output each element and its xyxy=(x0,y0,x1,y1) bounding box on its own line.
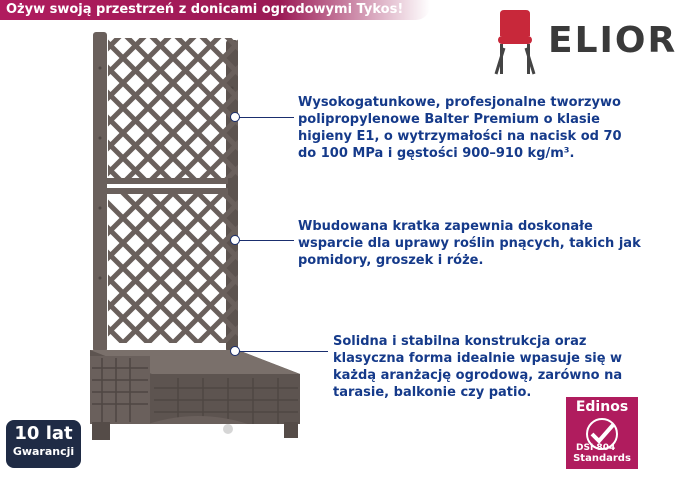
connector-line-1 xyxy=(236,117,294,118)
certificate-badge xyxy=(566,397,638,469)
warranty-badge xyxy=(6,420,81,468)
feature-trellis: Wbudowana kratka zapewnia doskonałe wsparcie dla uprawy roślin pnących, takich jak pomidory, groszek i róże. xyxy=(298,219,641,268)
product-image xyxy=(88,28,313,448)
brand-name: ELIOR xyxy=(548,20,677,61)
connector-line-3 xyxy=(236,351,328,352)
warranty-years: 10 lat xyxy=(14,423,73,444)
feature-material: Wysokogatunkowe, profesjonalne tworzywo polipropylenowe Balter Premium o klasie higieny E1, o wytrzymałości na nacisk od 70 do 100 MPa i gęstości 900–910 kg/m³. xyxy=(298,95,622,161)
chair-icon xyxy=(486,8,546,78)
connector-line-2 xyxy=(236,240,294,241)
certificate-seal-icon xyxy=(576,416,628,452)
warranty-label: Gwarancji xyxy=(12,445,75,458)
connector-dot-1 xyxy=(230,112,240,122)
connector-dot-2 xyxy=(230,235,240,245)
brand-logo xyxy=(486,8,677,88)
certificate-brand: Edinos xyxy=(575,399,629,415)
banner-title: Ożyw swoją przestrzeń z donicami ogrodowymi Tykos! xyxy=(6,2,404,17)
certificate-code: DSI 804 xyxy=(576,443,616,453)
feature-construction: Solidna i stabilna konstrukcja oraz klasyczna forma idealnie wpasuje się w każdą aranżację ogrodową, zarówno na tarasie, balkonie czy patio. xyxy=(333,334,623,400)
certificate-label: Standards xyxy=(573,453,631,464)
promo-banner xyxy=(0,0,430,20)
connector-dot-3 xyxy=(230,346,240,356)
